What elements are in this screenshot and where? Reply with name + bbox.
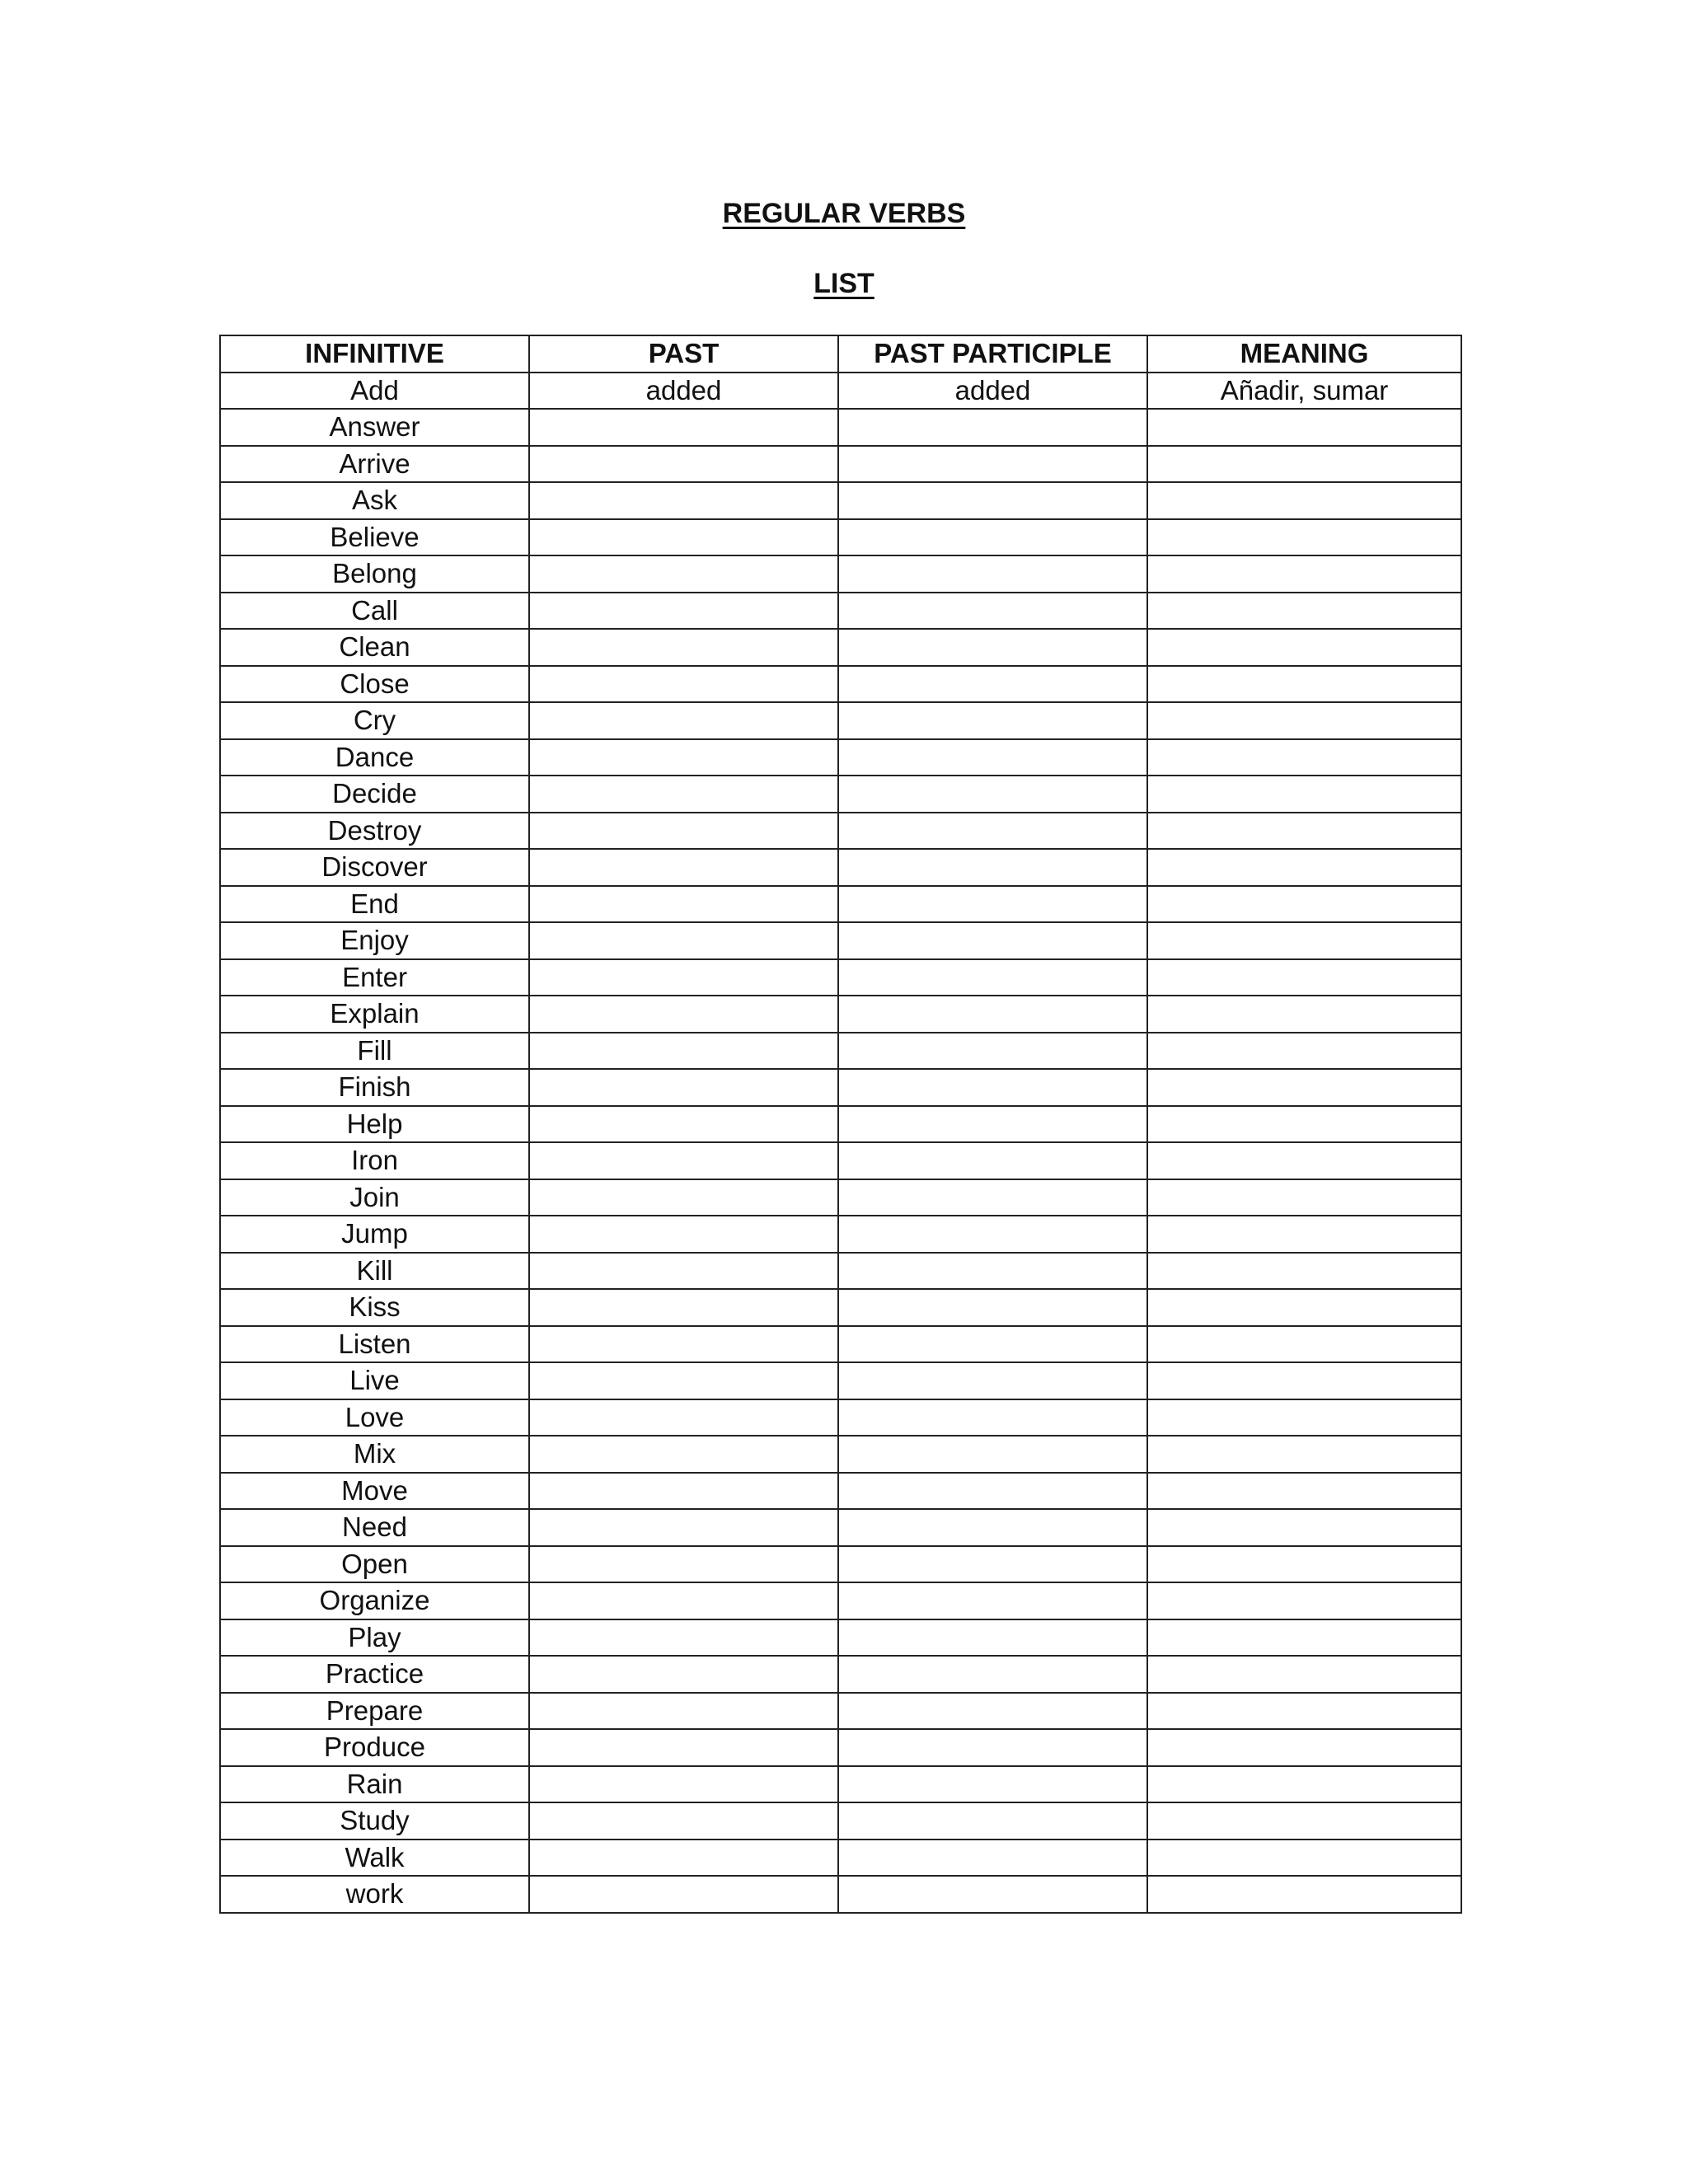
table-row: [220, 666, 1461, 703]
cell-past-participle: [838, 813, 1147, 850]
table-row: [220, 849, 1461, 886]
cell-meaning: [1147, 1142, 1461, 1179]
cell-meaning: [1147, 409, 1461, 446]
cell-meaning: [1147, 739, 1461, 776]
table-row: [220, 1142, 1461, 1179]
cell-infinitive: Play: [220, 1619, 529, 1657]
cell-infinitive: Organize: [220, 1582, 529, 1619]
cell-past-participle: [838, 849, 1147, 886]
cell-past: [529, 849, 838, 886]
document-subtitle: LIST: [814, 268, 874, 299]
table-row: [220, 959, 1461, 996]
cell-infinitive: Dance: [220, 739, 529, 776]
cell-infinitive: Kiss: [220, 1289, 529, 1326]
cell-past: [529, 1106, 838, 1143]
cell-infinitive: Join: [220, 1179, 529, 1216]
cell-infinitive: work: [220, 1876, 529, 1913]
table-row: [220, 702, 1461, 739]
cell-past: [529, 555, 838, 593]
cell-past-participle: [838, 1142, 1147, 1179]
cell-infinitive: Add: [220, 373, 529, 410]
cell-meaning: [1147, 1729, 1461, 1766]
cell-infinitive: Help: [220, 1106, 529, 1143]
cell-past-participle: [838, 1582, 1147, 1619]
cell-past: [529, 593, 838, 630]
cell-infinitive: Need: [220, 1509, 529, 1546]
table-row: [220, 409, 1461, 446]
cell-meaning: [1147, 1289, 1461, 1326]
table-row: [220, 1729, 1461, 1766]
cell-infinitive: Kill: [220, 1253, 529, 1290]
table-row: [220, 1582, 1461, 1619]
cell-past-participle: [838, 1656, 1147, 1693]
table-row: [220, 373, 1461, 410]
cell-past: [529, 1473, 838, 1510]
cell-infinitive: Ask: [220, 482, 529, 519]
table-row: [220, 1253, 1461, 1290]
cell-past: [529, 519, 838, 556]
cell-past-participle: [838, 1509, 1147, 1546]
cell-meaning: [1147, 1033, 1461, 1070]
cell-past: [529, 1399, 838, 1436]
cell-meaning: [1147, 1362, 1461, 1399]
cell-past: [529, 1729, 838, 1766]
cell-past: [529, 1802, 838, 1840]
cell-infinitive: Walk: [220, 1840, 529, 1877]
cell-past-participle: [838, 1802, 1147, 1840]
cell-past-participle: [838, 1876, 1147, 1913]
table-row: [220, 1069, 1461, 1106]
cell-infinitive: Decide: [220, 776, 529, 813]
table-row: [220, 1106, 1461, 1143]
table-row: [220, 886, 1461, 923]
cell-past: [529, 1179, 838, 1216]
cell-meaning: [1147, 593, 1461, 630]
table-row: [220, 739, 1461, 776]
cell-infinitive: Explain: [220, 996, 529, 1033]
table-row: [220, 1289, 1461, 1326]
cell-infinitive: Fill: [220, 1033, 529, 1070]
table-row: [220, 1362, 1461, 1399]
cell-past: [529, 446, 838, 483]
cell-meaning: [1147, 1179, 1461, 1216]
cell-infinitive: Arrive: [220, 446, 529, 483]
cell-past-participle: [838, 1840, 1147, 1877]
table-row: [220, 1693, 1461, 1730]
table-row: [220, 1033, 1461, 1070]
cell-meaning: [1147, 702, 1461, 739]
cell-past: [529, 1656, 838, 1693]
cell-past: [529, 1289, 838, 1326]
cell-meaning: [1147, 1253, 1461, 1290]
cell-past-participle: [838, 1289, 1147, 1326]
cell-past: [529, 1362, 838, 1399]
cell-past: added: [529, 373, 838, 410]
cell-meaning: [1147, 1473, 1461, 1510]
cell-past: [529, 959, 838, 996]
cell-past-participle: [838, 1179, 1147, 1216]
cell-infinitive: Iron: [220, 1142, 529, 1179]
table-row: [220, 996, 1461, 1033]
cell-past-participle: [838, 776, 1147, 813]
cell-past-participle: [838, 1106, 1147, 1143]
cell-past-participle: [838, 1693, 1147, 1730]
cell-past-participle: [838, 1033, 1147, 1070]
cell-past-participle: [838, 1216, 1147, 1253]
cell-past: [529, 776, 838, 813]
cell-past: [529, 482, 838, 519]
cell-past-participle: [838, 702, 1147, 739]
cell-past: [529, 1876, 838, 1913]
cell-past-participle: [838, 739, 1147, 776]
cell-past-participle: [838, 922, 1147, 959]
cell-infinitive: Mix: [220, 1436, 529, 1473]
cell-meaning: [1147, 1216, 1461, 1253]
cell-meaning: [1147, 776, 1461, 813]
cell-infinitive: Enjoy: [220, 922, 529, 959]
header-meaning: MEANING: [1147, 335, 1461, 373]
cell-past: [529, 1693, 838, 1730]
cell-infinitive: Study: [220, 1802, 529, 1840]
cell-past: [529, 922, 838, 959]
cell-past-participle: [838, 593, 1147, 630]
cell-infinitive: Cry: [220, 702, 529, 739]
table-row: [220, 1876, 1461, 1913]
table-row: [220, 629, 1461, 666]
cell-meaning: [1147, 1802, 1461, 1840]
cell-infinitive: Produce: [220, 1729, 529, 1766]
cell-meaning: [1147, 446, 1461, 483]
cell-meaning: [1147, 922, 1461, 959]
cell-meaning: [1147, 1656, 1461, 1693]
cell-infinitive: Practice: [220, 1656, 529, 1693]
cell-past-participle: [838, 1766, 1147, 1803]
table-row: [220, 922, 1461, 959]
cell-meaning: [1147, 996, 1461, 1033]
table-header-row: [220, 335, 1461, 373]
cell-past-participle: [838, 1253, 1147, 1290]
cell-past: [529, 702, 838, 739]
cell-past-participle: [838, 482, 1147, 519]
cell-infinitive: Clean: [220, 629, 529, 666]
cell-meaning: [1147, 519, 1461, 556]
cell-meaning: [1147, 1582, 1461, 1619]
cell-past: [529, 1033, 838, 1070]
cell-past: [529, 1546, 838, 1583]
cell-meaning: [1147, 1399, 1461, 1436]
table-row: [220, 1766, 1461, 1803]
cell-past-participle: [838, 1069, 1147, 1106]
cell-infinitive: Rain: [220, 1766, 529, 1803]
table-row: [220, 1546, 1461, 1583]
cell-infinitive: Jump: [220, 1216, 529, 1253]
cell-past: [529, 1840, 838, 1877]
cell-meaning: [1147, 1876, 1461, 1913]
cell-past: [529, 1619, 838, 1657]
cell-past-participle: added: [838, 373, 1147, 410]
cell-infinitive: End: [220, 886, 529, 923]
cell-meaning: [1147, 1693, 1461, 1730]
cell-past: [529, 1253, 838, 1290]
table-row: [220, 1619, 1461, 1657]
cell-meaning: [1147, 1509, 1461, 1546]
table-row: [220, 1216, 1461, 1253]
cell-past: [529, 629, 838, 666]
table-row: [220, 1656, 1461, 1693]
cell-meaning: [1147, 1326, 1461, 1363]
cell-meaning: [1147, 666, 1461, 703]
cell-past: [529, 1766, 838, 1803]
table-row: [220, 776, 1461, 813]
cell-infinitive: Love: [220, 1399, 529, 1436]
table-body: [220, 373, 1461, 1913]
table-row: [220, 1840, 1461, 1877]
cell-past: [529, 1142, 838, 1179]
cell-past-participle: [838, 1362, 1147, 1399]
cell-meaning: [1147, 886, 1461, 923]
table-row: [220, 519, 1461, 556]
cell-past-participle: [838, 1729, 1147, 1766]
table-row: [220, 482, 1461, 519]
cell-past: [529, 666, 838, 703]
cell-past-participle: [838, 555, 1147, 593]
cell-past: [529, 1509, 838, 1546]
cell-meaning: [1147, 959, 1461, 996]
cell-infinitive: Open: [220, 1546, 529, 1583]
cell-past: [529, 813, 838, 850]
cell-past: [529, 996, 838, 1033]
cell-infinitive: Finish: [220, 1069, 529, 1106]
verbs-table: [219, 335, 1462, 1914]
table-row: [220, 446, 1461, 483]
cell-infinitive: Belong: [220, 555, 529, 593]
cell-past-participle: [838, 519, 1147, 556]
cell-past-participle: [838, 1619, 1147, 1657]
cell-past: [529, 739, 838, 776]
cell-meaning: [1147, 1840, 1461, 1877]
cell-past-participle: [838, 1473, 1147, 1510]
table-row: [220, 1473, 1461, 1510]
cell-meaning: [1147, 1436, 1461, 1473]
cell-meaning: [1147, 813, 1461, 850]
cell-infinitive: Close: [220, 666, 529, 703]
cell-past-participle: [838, 996, 1147, 1033]
cell-past-participle: [838, 1326, 1147, 1363]
document-title: REGULAR VERBS: [722, 198, 966, 229]
table-row: [220, 1802, 1461, 1840]
cell-past-participle: [838, 666, 1147, 703]
cell-past-participle: [838, 1546, 1147, 1583]
cell-infinitive: Prepare: [220, 1693, 529, 1730]
cell-meaning: [1147, 629, 1461, 666]
cell-past: [529, 1326, 838, 1363]
table-row: [220, 1436, 1461, 1473]
cell-infinitive: Move: [220, 1473, 529, 1510]
cell-meaning: [1147, 849, 1461, 886]
cell-meaning: [1147, 555, 1461, 593]
cell-past: [529, 1582, 838, 1619]
table-row: [220, 1326, 1461, 1363]
cell-past: [529, 1069, 838, 1106]
cell-past: [529, 886, 838, 923]
cell-past-participle: [838, 446, 1147, 483]
cell-infinitive: Discover: [220, 849, 529, 886]
header-past: PAST: [529, 335, 838, 373]
cell-infinitive: Enter: [220, 959, 529, 996]
cell-meaning: [1147, 1619, 1461, 1657]
table-row: [220, 813, 1461, 850]
header-infinitive: INFINITIVE: [220, 335, 529, 373]
table-row: [220, 1399, 1461, 1436]
cell-past-participle: [838, 886, 1147, 923]
cell-past-participle: [838, 409, 1147, 446]
cell-past: [529, 1216, 838, 1253]
cell-infinitive: Call: [220, 593, 529, 630]
cell-meaning: [1147, 1546, 1461, 1583]
cell-infinitive: Answer: [220, 409, 529, 446]
table-row: [220, 593, 1461, 630]
cell-past-participle: [838, 629, 1147, 666]
table-row: [220, 555, 1461, 593]
cell-meaning: [1147, 1106, 1461, 1143]
cell-infinitive: Believe: [220, 519, 529, 556]
cell-past-participle: [838, 959, 1147, 996]
cell-meaning: Añadir, sumar: [1147, 373, 1461, 410]
cell-meaning: [1147, 1766, 1461, 1803]
table-row: [220, 1509, 1461, 1546]
cell-infinitive: Live: [220, 1362, 529, 1399]
cell-past-participle: [838, 1436, 1147, 1473]
cell-infinitive: Listen: [220, 1326, 529, 1363]
header-past-participle: PAST PARTICIPLE: [838, 335, 1147, 373]
cell-infinitive: Destroy: [220, 813, 529, 850]
cell-past-participle: [838, 1399, 1147, 1436]
cell-past: [529, 409, 838, 446]
cell-meaning: [1147, 482, 1461, 519]
table-row: [220, 1179, 1461, 1216]
cell-meaning: [1147, 1069, 1461, 1106]
cell-past: [529, 1436, 838, 1473]
